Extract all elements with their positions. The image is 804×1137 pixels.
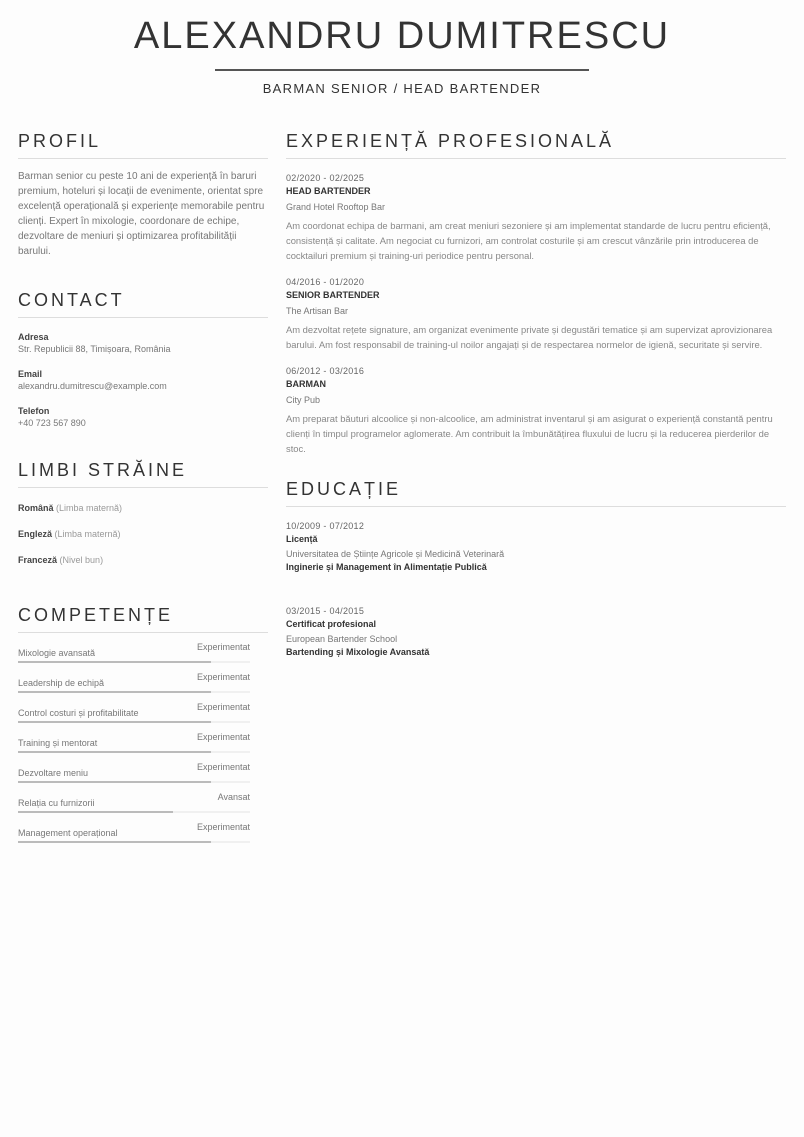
contact-value: Str. Republicii 88, Timișoara, România: [18, 344, 171, 354]
skill-level: Experimentat: [196, 732, 250, 742]
languages-section: [18, 457, 268, 566]
skill-name: Training și mentorat: [18, 738, 98, 748]
education-degree: Licență: [286, 534, 318, 544]
skills-section: [18, 602, 268, 843]
contact-section: [18, 287, 268, 429]
skill-item: [18, 753, 268, 783]
skill-item: [18, 633, 268, 663]
language-list: [18, 502, 268, 566]
experience-section: [286, 128, 786, 456]
section-heading: CONTACT: [18, 287, 268, 318]
skill-name: Leadership de echipă: [18, 678, 105, 688]
language-item: [18, 554, 268, 566]
skill-bar-track: [18, 841, 250, 843]
education-school: European Bartender School: [286, 634, 398, 644]
experience-dates: 06/2012 - 03/2016: [286, 366, 365, 376]
header: [0, 0, 804, 96]
skill-bar-fill: [18, 841, 211, 843]
education-field: Bartending și Mixologie Avansată: [286, 647, 430, 657]
header-divider: [215, 69, 589, 71]
left-column: [18, 128, 268, 871]
skill-name: Management operațional: [18, 828, 118, 838]
experience-title: SENIOR BARTENDER: [286, 290, 380, 300]
experience-item: [286, 173, 786, 263]
contact-label: Adresa: [18, 332, 49, 342]
experience-title: HEAD BARTENDER: [286, 186, 371, 196]
section-heading: EXPERIENȚĂ PROFESIONALĂ: [286, 128, 786, 159]
education-field: Inginerie și Management în Alimentație Publică: [286, 562, 487, 572]
education-school: Universitatea de Științe Agricole și Medicină Veterinară: [286, 549, 505, 559]
candidate-name: ALEXANDRU DUMITRESCU: [133, 15, 671, 57]
skill-level: Experimentat: [196, 762, 250, 772]
experience-description: Am preparat băuturi alcoolice și non-alcoolice, am administrat inventarul și am asigurat o experiență constantă pentru clienți în timpul programelor aglomerate. Am contribuit la îmbunătățirea fluxului de lucru și la reducerea pierderilor de stoc.: [286, 413, 773, 454]
experience-list: [286, 173, 786, 456]
contact-value: +40 723 567 890: [18, 418, 86, 428]
skill-item: [18, 813, 268, 843]
skill-level: Avansat: [217, 792, 250, 802]
language-item: [18, 502, 268, 514]
contact-label: Telefon: [18, 406, 50, 416]
language-level: (Limba maternă): [54, 529, 121, 539]
profile-section: [18, 128, 268, 259]
experience-description: Am coordonat echipa de barmani, am creat meniuri sezoniere și am implementat standarde de lucru pentru eficiență, consistență și calitate. Am negociat cu furnizori, am controlat costurile și am crescut vânzările prin introducerea de cocktailuri premium și training-uri periodice pentru personal.: [286, 220, 771, 261]
right-column: [286, 128, 786, 687]
contact-list: [18, 332, 268, 429]
experience-company: The Artisan Bar: [286, 306, 349, 316]
skill-name: Mixologie avansată: [18, 648, 96, 658]
experience-description: Am dezvoltat rețete signature, am organizat evenimente private și degustări tematice și am supervizat aprovizionarea barului. Am fost responsabil de training-ul noilor angajați și de respectarea normelor de igienă, securitate și servire.: [286, 324, 773, 350]
experience-company: Grand Hotel Rooftop Bar: [286, 202, 386, 212]
contact-value: alexandru.dumitrescu@example.com: [18, 381, 167, 391]
skill-item: [18, 723, 268, 753]
education-list: [286, 521, 786, 659]
skill-item: [18, 783, 268, 813]
education-section: [286, 476, 786, 659]
profile-text: Barman senior cu peste 10 ani de experiență în baruri premium, hoteluri și locații de evenimente, orientat spre excelență operațională și experiențe memorabile pentru clienți. Expert în mixologie, coordonare de echipe, dezvoltare de meniuri și optimizarea profitabilității barului.: [18, 171, 265, 257]
skill-level: Experimentat: [196, 672, 250, 682]
skill-level: Experimentat: [196, 702, 250, 712]
section-heading: PROFIL: [18, 128, 268, 159]
experience-dates: 02/2020 - 02/2025: [286, 173, 365, 183]
section-heading: LIMBI STRĂINE: [18, 457, 268, 488]
education-dates: 10/2009 - 07/2012: [286, 521, 365, 531]
language-name: Română: [18, 503, 54, 513]
language-item: [18, 528, 268, 540]
section-heading: EDUCAȚIE: [286, 476, 786, 507]
skill-list: [18, 633, 268, 843]
experience-item: [286, 277, 786, 352]
education-dates: 03/2015 - 04/2015: [286, 606, 365, 616]
skill-level: Experimentat: [196, 642, 250, 652]
job-title: BARMAN SENIOR / HEAD BARTENDER: [262, 81, 542, 96]
skill-item: [18, 693, 268, 723]
skill-name: Relația cu furnizorii: [18, 798, 95, 808]
experience-item: [286, 366, 786, 456]
skill-name: Control costuri și profitabilitate: [18, 708, 139, 718]
section-heading: COMPETENȚE: [18, 602, 268, 633]
education-item: [286, 521, 786, 574]
language-name: Engleză: [18, 529, 53, 539]
language-level: (Nivel bun): [59, 555, 104, 565]
education-item: [286, 606, 786, 659]
skill-item: [18, 663, 268, 693]
education-degree: Certificat profesional: [286, 619, 377, 629]
experience-title: BARMAN: [286, 379, 326, 389]
contact-label: Email: [18, 369, 43, 379]
language-level: (Limba maternă): [56, 503, 123, 513]
experience-company: City Pub: [286, 395, 321, 405]
skill-level: Experimentat: [196, 822, 250, 832]
language-name: Franceză: [18, 555, 58, 565]
skill-name: Dezvoltare meniu: [18, 768, 89, 778]
experience-dates: 04/2016 - 01/2020: [286, 277, 365, 287]
